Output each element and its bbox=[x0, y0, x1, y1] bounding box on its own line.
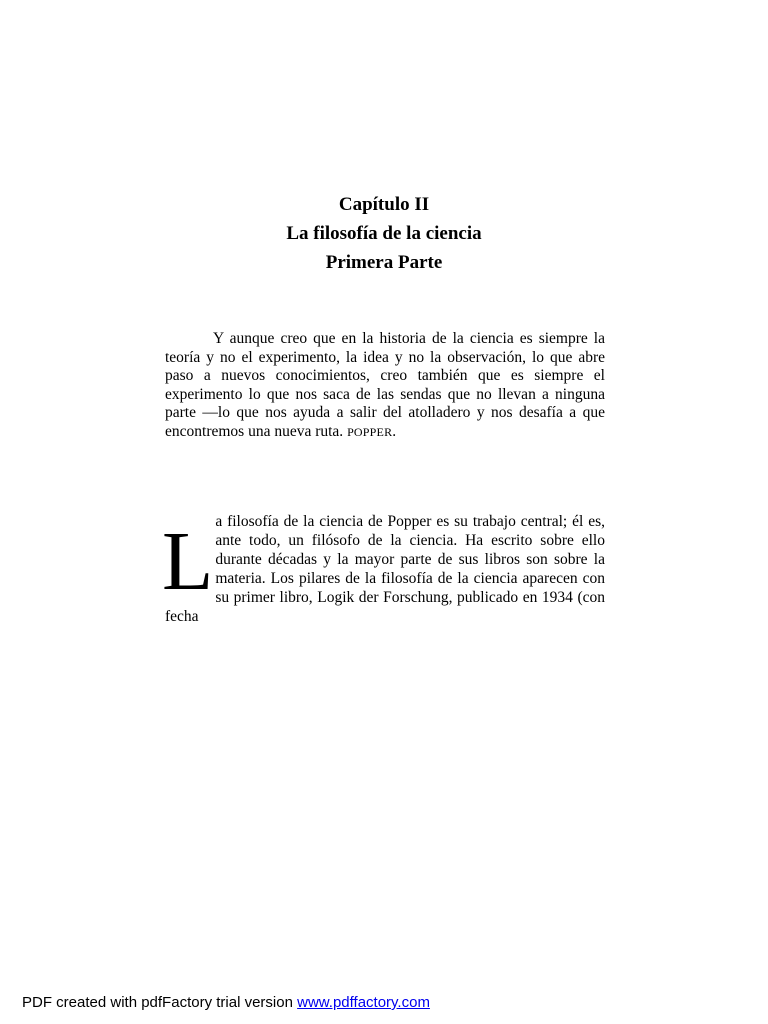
pdffactory-link[interactable]: www.pdffactory.com bbox=[297, 994, 430, 1011]
epigraph-end: . bbox=[392, 422, 397, 440]
epigraph bbox=[165, 330, 605, 441]
epigraph-text: Y aunque creo que en la historia de la ciencia es siempre la teoría y no el experimento, la idea y no la observación, lo que abre paso a nuevos conocimientos, creo también que es siempre el experimento lo que nos saca de las sendas que no llevan a ninguna parte —lo que nos ayuda a salir del atolladero y nos desafía a que encontremos una nueva ruta. bbox=[165, 330, 605, 440]
pdf-footer bbox=[22, 994, 430, 1012]
chapter-number: Capítulo II bbox=[338, 194, 430, 215]
body-text: a filosofía de la ciencia de Popper es su trabajo central; él es, ante todo, un filósofo de la ciencia. Ha escrito sobre ello durante décadas y la mayor parte de sus libros son sobre la materia. Los pilares de la filosofía de la ciencia aparecen con su primer libro, Logik der Forschung, publicado en 1934 (con fecha bbox=[165, 513, 605, 625]
drop-cap: L bbox=[162, 515, 214, 608]
footer-text: PDF created with pdfFactory trial version bbox=[22, 994, 298, 1011]
body-paragraph bbox=[162, 512, 605, 626]
chapter-title: La filosofía de la ciencia bbox=[286, 223, 482, 244]
chapter-heading bbox=[0, 190, 768, 277]
chapter-part: Primera Parte bbox=[325, 252, 443, 273]
epigraph-author: POPPER bbox=[347, 424, 393, 439]
